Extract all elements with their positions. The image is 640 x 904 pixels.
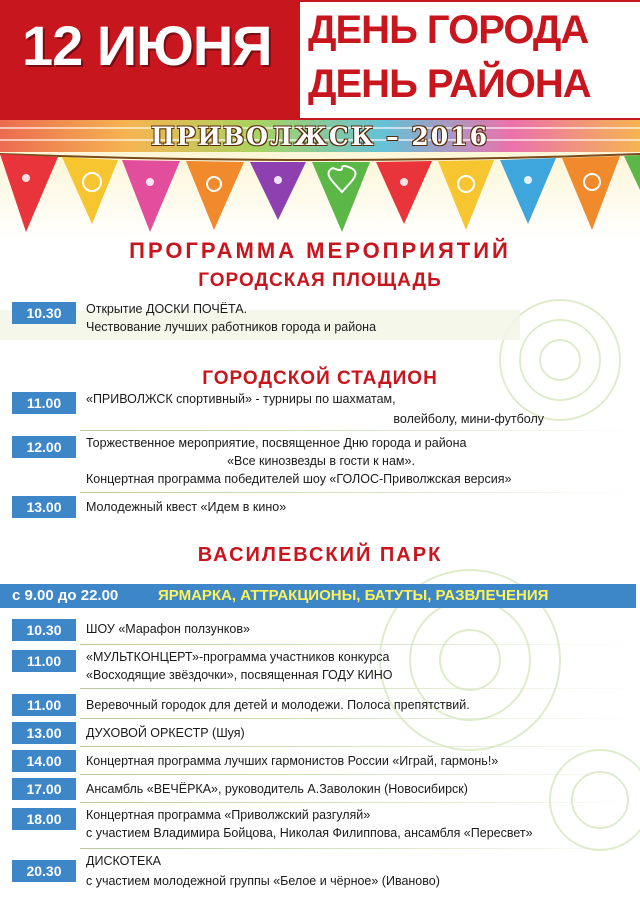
event-text: Торжественное мероприятие, посвященное Дню города и района <box>86 436 467 450</box>
separator-line <box>80 430 640 431</box>
event-text: волейболу, мини-футболу <box>393 412 544 426</box>
separator-line <box>80 802 640 803</box>
title-district-day: ДЕНЬ РАЙОНА <box>308 62 591 106</box>
all-day-band <box>0 584 636 608</box>
decorative-swirls <box>0 240 640 904</box>
separator-line <box>80 492 640 493</box>
separator-line <box>80 644 640 645</box>
separator-line <box>80 718 640 719</box>
event-time: 18.00 <box>12 808 76 830</box>
event-text: Концертная программа лучших гармонистов России «Играй, гармонь!» <box>86 754 499 768</box>
all-day-time-range: с 9.00 до 22.00 <box>12 587 119 604</box>
poster-header <box>0 0 640 120</box>
event-text: Концертная программа победителей шоу «ГОЛОС-Приволжская версия» <box>86 472 512 486</box>
event-time: 11.00 <box>12 694 76 716</box>
event-time: 20.30 <box>12 860 76 882</box>
event-date: 12 ИЮНЯ <box>22 14 272 77</box>
separator-line <box>80 746 640 747</box>
event-time: 11.00 <box>12 650 76 672</box>
event-time: 13.00 <box>12 722 76 744</box>
separator-line <box>80 688 640 689</box>
event-text: «Все кинозвезды в гости к нам». <box>227 454 415 468</box>
venue-heading-park: ВАСИЛЕВСКИЙ ПАРК <box>197 544 443 566</box>
event-text: «МУЛЬТКОНЦЕРТ»-программа участников конкурса <box>86 650 390 664</box>
all-day-activities: ЯРМАРКА, АТТРАКЦИОНЫ, БАТУТЫ, РАЗВЛЕЧЕНИЯ <box>158 587 549 604</box>
venue-heading-stadium: ГОРОДСКОЙ СТАДИОН <box>202 368 438 389</box>
city-year-banner: ПРИВОЛЖСК – 2016 <box>151 122 489 151</box>
event-time: 10.30 <box>12 619 76 641</box>
event-text: Открытие ДОСКИ ПОЧЁТА. <box>86 302 248 316</box>
separator-line <box>80 774 640 775</box>
venue-heading-square: ГОРОДСКАЯ ПЛОЩАДЬ <box>198 270 442 291</box>
event-time: 13.00 <box>12 496 76 518</box>
event-text: с участием молодежной группы «Белое и чёрное» (Иваново) <box>86 874 440 888</box>
event-text: ДИСКОТЕКА <box>86 854 161 868</box>
event-time: 10.30 <box>12 302 76 324</box>
bunting-banner <box>0 120 640 240</box>
event-text: с участием Владимира Бойцова, Николая Филиппова, ансамбля «Пересвет» <box>86 826 533 840</box>
event-time: 11.00 <box>12 392 76 414</box>
event-time: 17.00 <box>12 778 76 800</box>
event-text: «ПРИВОЛЖСК спортивный» - турниры по шахматам, <box>86 392 396 406</box>
event-text: Концертная программа «Приволжский разгуляй» <box>86 808 371 822</box>
event-time: 14.00 <box>12 750 76 772</box>
event-text: ШОУ «Марафон ползунков» <box>86 622 250 636</box>
event-time: 12.00 <box>12 436 76 458</box>
program-title: ПРОГРАММА МЕРОПРИЯТИЙ <box>129 238 511 263</box>
event-text: Ансамбль «ВЕЧЁРКА», руководитель А.Заволокин (Новосибирск) <box>86 782 468 796</box>
event-text: Чествование лучших работников города и района <box>86 320 377 334</box>
event-text: ДУХОВОЙ ОРКЕСТР (Шуя) <box>86 726 245 740</box>
title-city-day: ДЕНЬ ГОРОДА <box>308 8 589 52</box>
event-text: «Восходящие звёздочки», посвященная ГОДУ КИНО <box>86 668 393 682</box>
event-text: Веревочный городок для детей и молодежи. Полоса препятствий. <box>86 698 470 712</box>
separator-line <box>80 848 640 849</box>
event-text: Молодежный квест «Идем в кино» <box>86 500 287 514</box>
